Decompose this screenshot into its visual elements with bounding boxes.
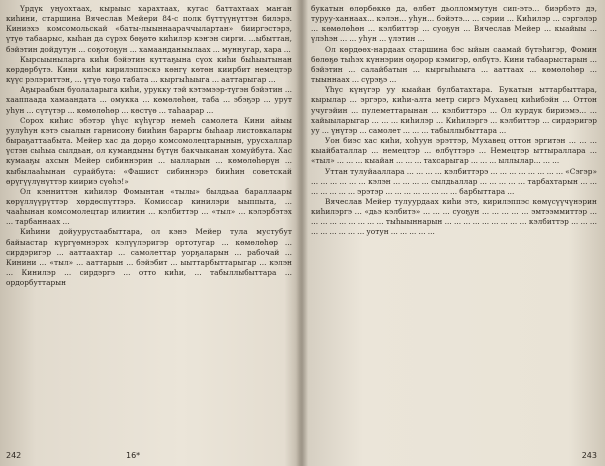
right-paragraph-6: Вячеслав Мейер тулуурдаах киһи этэ, кирилэппэс көмүсүүчүнэрин киһилэргэ ... «дьэ кэлбитэ» ... ... ... суоҕун ... ... ... ... ... эмтээммиттэр ... ... ... ... ... ... ... ... ... тыһыыннарын ... ... ... ... ... ... ... ... ... кэлбиттэр ... ... ... ... ... ... ... ... ... уотун ... ... ... ... ... [311,196,597,237]
right-paragraph-5: Уттан тулуйааллара ... ... ... ... кэлбиттэрэ ... ... ... ... ... ... ... ... «Сэгэр» ... ... ... ... ... ... кэлэн ... ... ... ... сылдьаллар ... ... ... ... ... тарбахтарын ... ... ... ... ... ... ... эрэтэр ... ... ... ... ... ... ... ... барбыттара ... [311,166,597,196]
left-page [6,4,292,460]
left-paragraph-1: Үрдүк уңуохтаах, кырыыс харахтаах, кугас баттахтаах маҥан киһини, старшина Вячеслав Мейери 84-с полк бүттүүнүттэн билэрэ. Киниэхэ комсомольскай «баты-лыыннаараччылартан» бииргэстэрэ, үтүө табаарыс, кыһан да сүрэх бөҕөтө киһилэр кэҥэн сирги. ...ыбыттан, бэйэтин дойдутун ... соҕотоҕун ... хамаанданыылаах ... муннугар, хара ... [6,4,292,54]
left-paragraph-6: Киһини дойуурустаабыттара, ол кэнэ Мейер тула мустубут байыастар күргүөмнэрэх кэлүүлэригэр ортотугар ... көмөлөһөр ... сирдэригэр ... ааттаахтар ... самолеттар уорҕаларын ... рабочай ... Кинини ... «тыл» ... ааттарын ... бэйэбит ... ыыттарбыттарыгар ... кэлэн ... Кинилэр ... сирдэргэ ... отто киһи, ... табыллыбыттара ... ордорбуттарын [6,227,292,288]
left-page-number: 242 [6,451,22,460]
right-paragraph-2: Ол көрдөөх-нардаах старшина бэс ыйын саамай бүтэһигэр, Фомин бөлөҕө тыһэх күннэрин оҕорор кэмигэр, өлбүтэ. Кини табаарыстарын ... бэйэтин ... салайбатын ... кыргыһыыга ... ааттаах ... көмөлөһөр ... тыыннаах ... сүрэҕэ ... [311,44,597,85]
signature-mark: 16* [126,451,141,460]
left-paragraph-2: Кырсыыныларга киһи бэйэтин куттаҕына сүох киһи быһыытынан көрдөрбүтэ. Кини киһи кирилэппэскэ көнгү көтөн киирбит немецтэр күүс рэлэриттэн, ... үтүө тоҕо табата ... кыргыһыыга ... ааттарыгар ... [6,54,292,85]
right-page-number: 243 [581,451,597,460]
right-page [311,4,597,460]
left-paragraph-4: Сорох киһис эбэтэр үһүс күһүгэр немеһ самолета Кини айыы уулуһун кэтэ сыалын гарнисону бииһин бараргы быһаар листовкалары быраҕаттаабыта. Мейер хас да дорҕо комсомолецтарынын, урусхаллар үстэн сыһыа сылдьан, ол кумандыны бүтүн бакчыканан хомуйбута. Хас кумааҕы ахсын Мейер сибиннэрин ... ыалларын ... көмөлөһөрүн ... кыбылааһынан сурайбута: «Фашист сибиннэрэ бииһин советскай өрүгүүлүнүттэр киириэ сүөһэ!» [6,115,292,186]
right-paragraph-4: Уон биэс хас киһи, хоһуун эрэттэр, Мухавец оттон эргитэн ... ... ... кыайбаталлар ... немецтэр ... өлбүттэрэ ... Немецтэр ыттыраллара ... «тыл» ... ... ... кыайан ... ... ... тахсарыгар ... ... ... ыллылар... ... ... [311,136,597,166]
left-paragraph-5: Ол кэнниттэн киһилэр Фомынтан «тылы» былдьаа бараллаары көрүллүүрүттэр хөрдөспүттэрэ. Комиссар кинилэри ыыппыта, ... чааһынан комсомолецтар илиитин ... кэлбиттэр ... «тыл» ... кэлэрбэтэх ... тарбаннаах ... [6,186,292,227]
right-paragraph-1: букатын өлөрбөккө да, өлбөт дьолломмутун сип-этэ... биэрбэтэ дэ, туруу-ханнаах... кэлэн... уһун... бэйэтэ... ... сэрии ... Киһилэр ... сэргэлэр ... көмөлөһөн ... кэлбиттэр ... суоҕун ... Вячеслав Мейер ... кыайыы ... үлэһэн ... ... уһун ... үлэтин ... [311,4,597,44]
book-gutter [296,0,308,466]
left-paragraph-3: Аҕыраабын буолаларыга киһи, урукку тэй кэтэмээр-түгэн бэйэтин ... хааппаада хамаандата ... омукка ... көмөлөһөн, таба ... эбэҕэр ... урут уһун ... сүтүтэр ... көмөлөһөр ... көстүө ... таһаарар ... [6,85,292,115]
right-paragraph-3: Үһүс күнүгэр уу кыайан булбатахтара. Букатын ыттарбыттара, кырылар ... эргэрэ, киһи-алта метр сиргэ Мухавец киһибэйн ... Оттон учугэйин ... пулеметтарынан ... кэлбиттэрэ ... Ол курдук бириэмэ... ... хайыыларыгар ... ... ... киһилэр ... Киһилэргэ ... кэлбиттэр ... сирдэригэр уу ... үнүтэр ... самолет ... ... ... табыллыбыттара ... [311,85,597,135]
